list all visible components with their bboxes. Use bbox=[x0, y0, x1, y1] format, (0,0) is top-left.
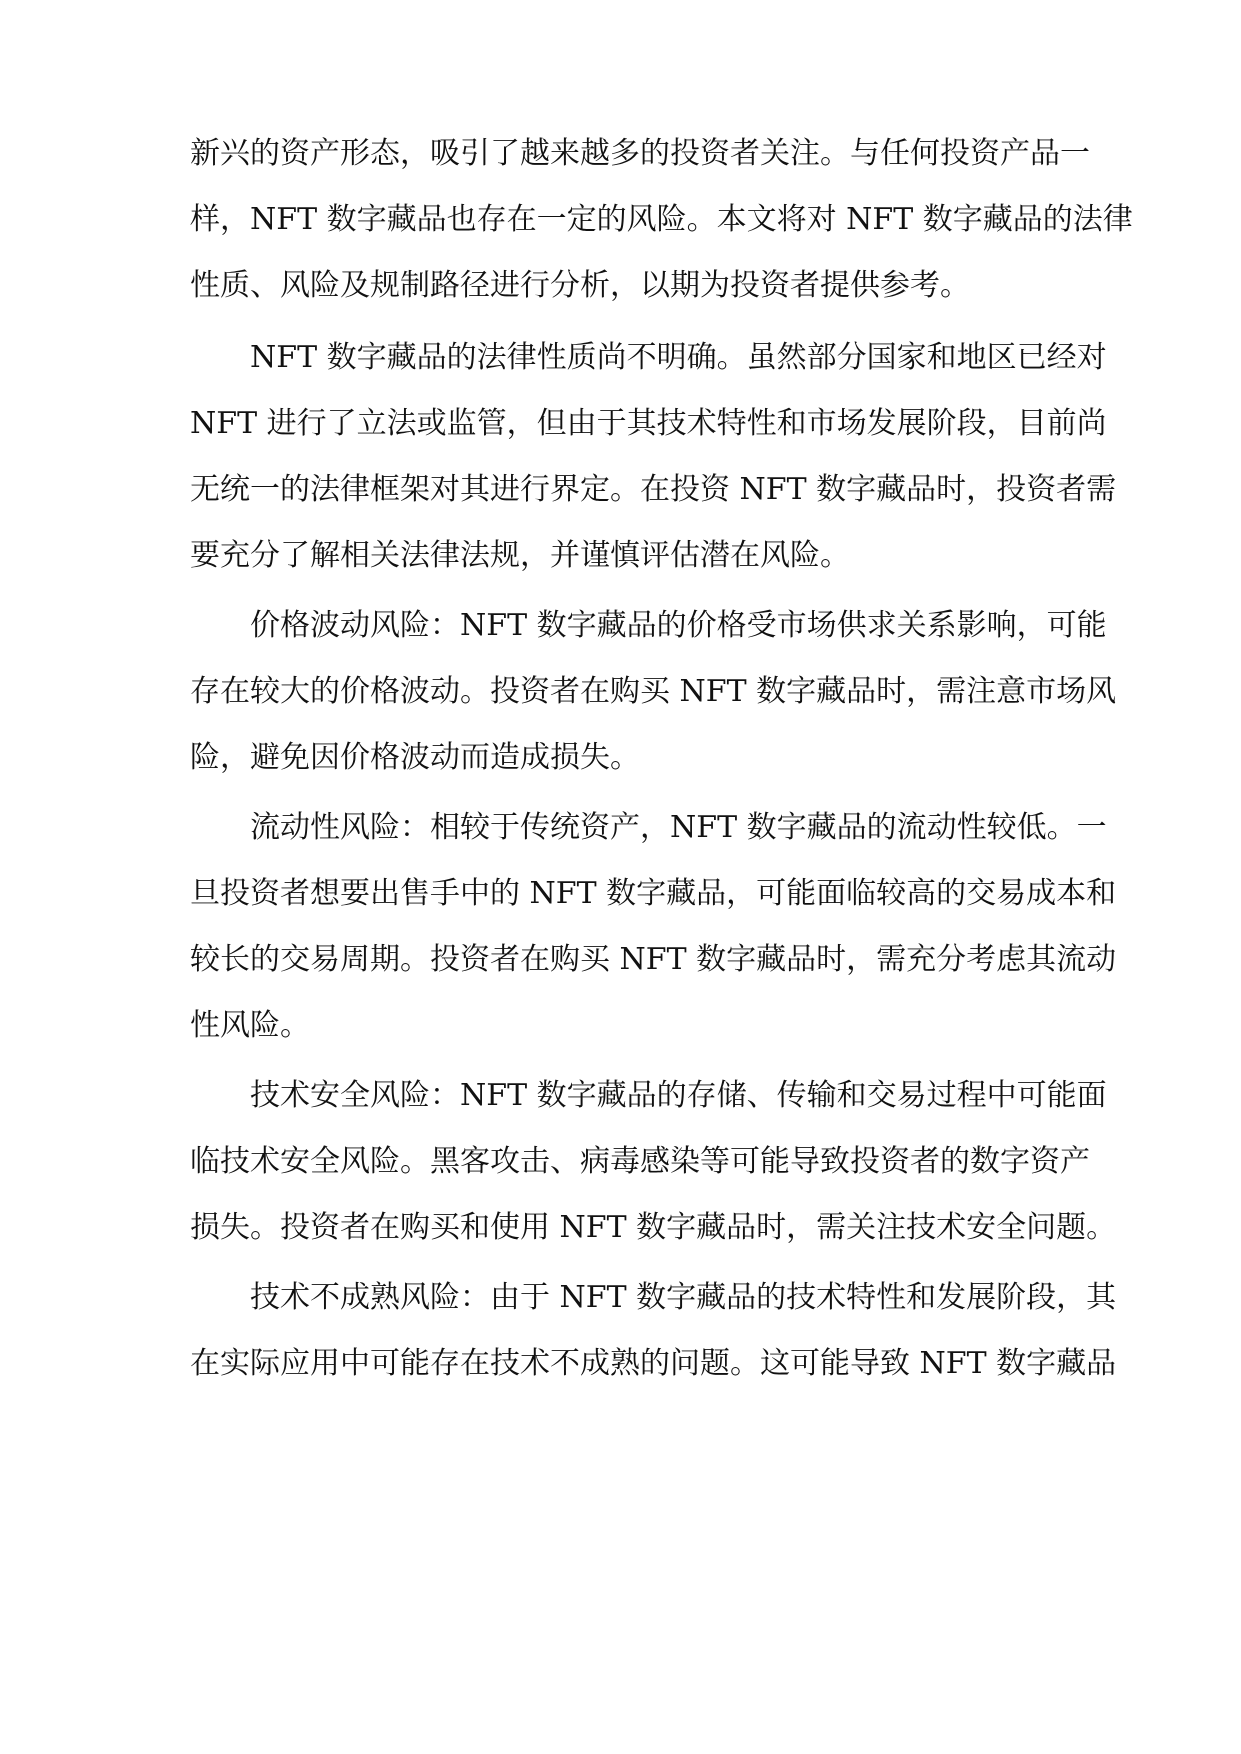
text-line: 样，NFT 数字藏品也存在一定的风险。本文将对 NFT 数字藏品的法律 bbox=[190, 202, 1133, 237]
text-line: NFT 进行了立法或监管，但由于其技术特性和市场发展阶段，目前尚 bbox=[190, 406, 1107, 441]
text-line: 性质、风险及规制路径进行分析，以期为投资者提供参考。 bbox=[190, 268, 970, 303]
text-line: 险，避免因价格波动而造成损失。 bbox=[190, 740, 640, 775]
text-line: 损失。投资者在购买和使用 NFT 数字藏品时，需关注技术安全问题。 bbox=[190, 1210, 1117, 1245]
text-line: 新兴的资产形态，吸引了越来越多的投资者关注。与任何投资产品一 bbox=[190, 136, 1090, 171]
text-line: 临技术安全风险。黑客攻击、病毒感染等可能导致投资者的数字资产 bbox=[190, 1144, 1090, 1179]
text-line: NFT 数字藏品的法律性质尚不明确。虽然部分国家和地区已经对 bbox=[250, 340, 1107, 375]
text-line: 要充分了解相关法律法规，并谨慎评估潜在风险。 bbox=[190, 538, 850, 573]
text-line: 旦投资者想要出售手中的 NFT 数字藏品，可能面临较高的交易成本和 bbox=[190, 876, 1117, 911]
text-line: 存在较大的价格波动。投资者在购买 NFT 数字藏品时，需注意市场风 bbox=[190, 674, 1117, 709]
text-line: 价格波动风险：NFT 数字藏品的价格受市场供求关系影响，可能 bbox=[250, 608, 1107, 643]
text-line: 性风险。 bbox=[190, 1008, 310, 1043]
text-line: 流动性风险：相较于传统资产，NFT 数字藏品的流动性较低。一 bbox=[250, 810, 1107, 845]
text-line: 在实际应用中可能存在技术不成熟的问题。这可能导致 NFT 数字藏品 bbox=[190, 1346, 1117, 1381]
text-line: 技术不成熟风险：由于 NFT 数字藏品的技术特性和发展阶段，其 bbox=[250, 1280, 1117, 1315]
text-line: 较长的交易周期。投资者在购买 NFT 数字藏品时，需充分考虑其流动 bbox=[190, 942, 1117, 977]
text-line: 技术安全风险：NFT 数字藏品的存储、传输和交易过程中可能面 bbox=[250, 1078, 1107, 1113]
text-line: 无统一的法律框架对其进行界定。在投资 NFT 数字藏品时，投资者需 bbox=[190, 472, 1117, 507]
